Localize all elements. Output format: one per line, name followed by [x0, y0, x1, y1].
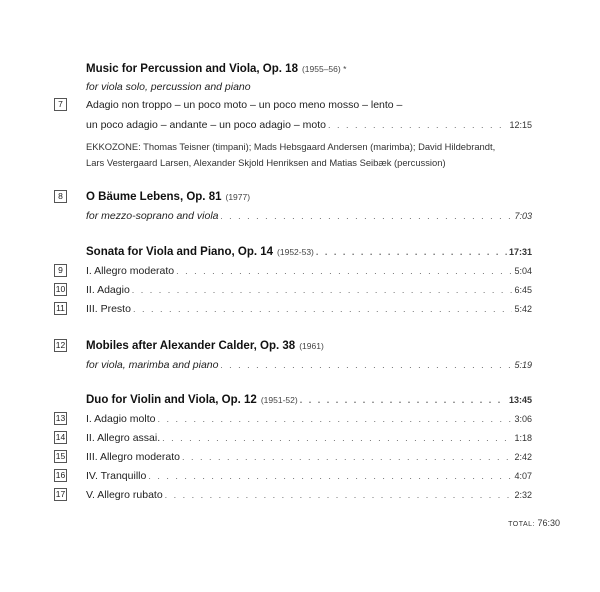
work-subtitle: for viola solo, percussion and piano	[86, 81, 251, 93]
movement-row: III. Presto . . . 5:42	[86, 300, 532, 318]
movement-row: II. Allegro assai. . . . 1:18	[86, 429, 532, 447]
work-title: Music for Percussion and Viola, Op. 18 (1955–56) *	[86, 63, 347, 75]
work-title: Duo for Violin and Viola, Op. 12 (1951-52) . . . 13:45	[86, 391, 532, 409]
movement-line: Adagio non troppo – un poco moto – un poco meno mosso – lento –	[86, 99, 403, 111]
work-title: O Bäume Lebens, Op. 81 (1977)	[86, 191, 251, 203]
track-number: 16	[55, 470, 66, 480]
track-number: 9	[54, 264, 67, 277]
track-number: 14	[55, 432, 66, 442]
track-number: 17	[55, 489, 66, 499]
track-number: 11	[54, 302, 67, 315]
performers-line: EKKOZONE: Thomas Teisner (timpani); Mads Hebsgaard Andersen (marimba); David Hildebrandt,	[86, 141, 496, 152]
track-number: 10	[55, 284, 66, 294]
track-number: 8	[54, 190, 67, 203]
movement-row: V. Allegro rubato . . . 2:32	[86, 486, 532, 504]
movement-row: II. Adagio . . . 6:45	[86, 281, 532, 299]
movement-row: I. Allegro moderato . . . 5:04	[86, 262, 532, 280]
movement-row: I. Adagio molto . . . 3:06	[86, 410, 532, 428]
track-number: 12	[55, 340, 66, 350]
movement-row: un poco adagio – andante – un poco adagio – moto . . . 12:15	[86, 116, 532, 134]
performers-line: Lars Vestergaard Larsen, Alexander Skjold Henriksen and Matias Seibæk (percussion)	[86, 157, 446, 168]
movement-row: for mezzo-soprano and viola . . . 7:03	[86, 207, 532, 225]
work-title: Mobiles after Alexander Calder, Op. 38 (1961)	[86, 340, 324, 352]
work-title: Sonata for Viola and Piano, Op. 14 (1952-53) . . . 17:31	[86, 243, 532, 261]
track-number: 15	[55, 451, 66, 461]
total-duration: TOTAL: 76:30	[508, 518, 560, 528]
movement-row: for viola, marimba and piano . . . 5:19	[86, 356, 532, 374]
track-number: 7	[54, 98, 67, 111]
movement-row: III. Allegro moderato . . . 2:42	[86, 448, 532, 466]
movement-row: IV. Tranquillo . . . 4:07	[86, 467, 532, 485]
track-number: 13	[55, 413, 66, 423]
